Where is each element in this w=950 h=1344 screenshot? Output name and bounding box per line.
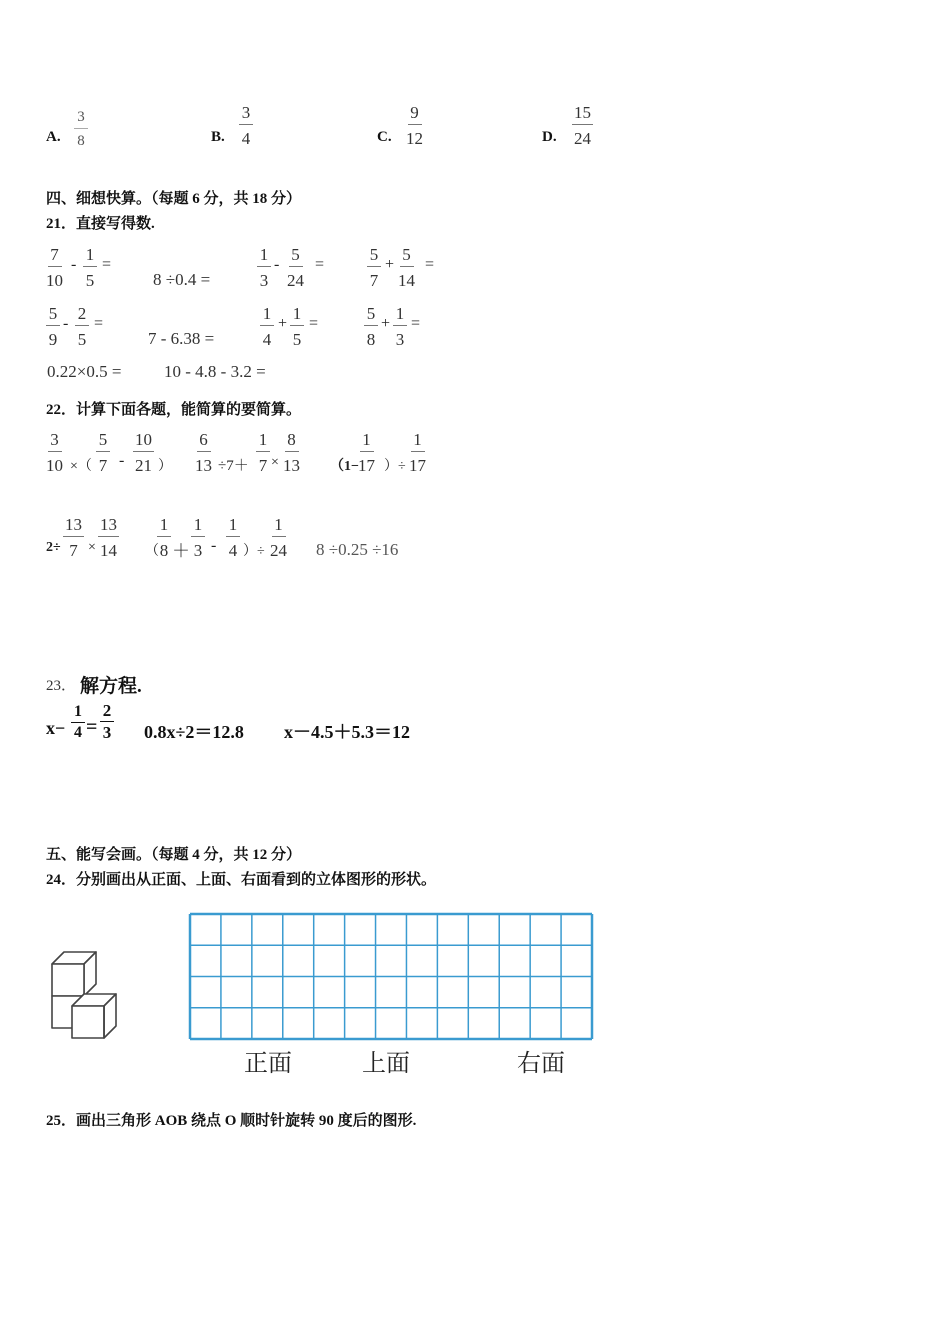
plus-sign: + (385, 256, 395, 273)
minus-sign: - (119, 452, 125, 469)
grid-label-front: 正面 (244, 1051, 292, 1077)
section5-title: 五、能写会画。（每题 4 分，共 12 分） (46, 847, 302, 863)
q22-frac: $\frac{13}{14}$ (100, 515, 117, 560)
option-a-fraction: $\frac{3}{8}$ (74, 110, 88, 149)
q22-frac: $\frac{10}{21}$ (135, 430, 152, 475)
minus-sign: - (211, 537, 217, 554)
equals-sign: = (86, 716, 98, 738)
q23-frac: $\frac{1}{4}$ (71, 704, 85, 741)
equals-sign: = (94, 315, 104, 332)
q22-operator: × (271, 455, 279, 470)
q24-title: 24．分别画出从正面、上面、右面看到的立体图形的形状。 (46, 872, 437, 888)
q21-frac: $\frac{1}{5}$ (83, 246, 97, 289)
minus-sign: - (71, 256, 77, 273)
option-c-fraction: $\frac{9}{12}$ (406, 103, 423, 148)
option-d-label: D. (542, 129, 557, 145)
q21-frac: $\frac{1}{4}$ (260, 305, 274, 348)
q22-operator: （ (145, 544, 159, 559)
grid-label-top: 上面 (362, 1051, 410, 1077)
q22-operator: × (88, 540, 96, 555)
q21-frac: $\frac{5}{14}$ (398, 245, 415, 290)
option-b-label: B. (211, 129, 225, 145)
q21-expr: 0.22×0.5 = (47, 362, 122, 381)
q21-frac: $\frac{1}{5}$ (290, 305, 304, 348)
q22-frac: $\frac{1}{4}$ (226, 516, 240, 559)
q22-operator: ）÷ (384, 459, 406, 474)
q22-frac: $\frac{5}{7}$ (96, 431, 110, 474)
plus-sign: + (278, 315, 288, 332)
q22-frac: $\frac{6}{13}$ (195, 430, 212, 475)
option-c-label: C. (377, 129, 392, 145)
drawing-grid[interactable] (188, 912, 594, 1042)
cube-stack-figure (44, 946, 134, 1042)
q22-frac: $\frac{8}{13}$ (283, 430, 300, 475)
q22-frac: $\frac{3}{10}$ (46, 430, 63, 475)
q21-title: 21．直接写得数. (46, 216, 155, 232)
q23-number: 23． (46, 678, 77, 694)
option-b-fraction: $\frac{3}{4}$ (239, 104, 253, 147)
cube-face (72, 1006, 104, 1038)
option-a-label: A. (46, 129, 61, 145)
q23-equation-3: x－4.5＋5.3＝12 (284, 722, 410, 742)
q21-frac: $\frac{5}{8}$ (364, 305, 378, 348)
minus-sign: - (63, 315, 69, 332)
option-d-fraction: $\frac{15}{24}$ (574, 103, 591, 148)
q22-frac: $\frac{13}{7}$ (65, 515, 82, 560)
equals-sign: = (425, 256, 435, 273)
q21-frac: $\frac{1}{3}$ (393, 305, 407, 348)
q22-operator: ÷7＋ (218, 458, 249, 474)
q22-frac: $\frac{1}{3}$ (191, 516, 205, 559)
q22-frac: $\frac{1}{17}$ (358, 430, 375, 475)
cube-face (52, 964, 84, 996)
q22-title: 22．计算下面各题，能简算的要简算。 (46, 402, 302, 418)
q21-frac: $\frac{5}{9}$ (46, 305, 60, 348)
q21-frac: $\frac{2}{5}$ (75, 305, 89, 348)
q22-operator: ）÷ (243, 544, 265, 559)
q21-expr: 10 - 4.8 - 3.2 = (164, 362, 266, 381)
q22-frac: $\frac{1}{7}$ (256, 431, 270, 474)
q22-frac: $\frac{1}{8}$ (157, 516, 171, 559)
section4-title: 四、细想快算。（每题 6 分，共 18 分） (46, 191, 302, 207)
equals-sign: = (102, 256, 112, 273)
q21-frac: $\frac{5}{24}$ (287, 245, 304, 290)
q21-frac: $\frac{7}{10}$ (46, 245, 63, 290)
q22-operator: （1− (330, 459, 359, 474)
q22-frac: $\frac{1}{24}$ (270, 515, 287, 560)
q21-frac: $\frac{5}{7}$ (367, 246, 381, 289)
q21-expr: 8 ÷0.4 = (153, 270, 211, 289)
equals-sign: = (411, 315, 421, 332)
q22-operator: ×（ (70, 459, 92, 474)
q23-x-minus: x− (46, 718, 66, 738)
q21-frac: $\frac{1}{3}$ (257, 246, 271, 289)
q22-operator: 2÷ (46, 540, 61, 555)
q25-title: 25．画出三角形 AOB 绕点 O 顺时针旋转 90 度后的图形. (46, 1113, 417, 1129)
q22-operator: ） (158, 459, 172, 474)
q21-expr: 7 - 6.38 = (148, 329, 215, 348)
plus-sign: ＋ (172, 541, 190, 561)
q23-title: 解方程. (80, 676, 142, 697)
equals-sign: = (309, 315, 319, 332)
q22-expr: 8 ÷0.25 ÷16 (316, 540, 399, 559)
q23-frac: $\frac{2}{3}$ (100, 702, 114, 741)
plus-sign: + (381, 315, 391, 332)
equals-sign: = (315, 256, 325, 273)
grid-label-right: 右面 (517, 1051, 565, 1077)
q22-frac: $\frac{1}{17}$ (409, 430, 426, 475)
minus-sign: - (274, 256, 280, 273)
q23-equation-2: 0.8x÷2＝12.8 (144, 722, 244, 742)
